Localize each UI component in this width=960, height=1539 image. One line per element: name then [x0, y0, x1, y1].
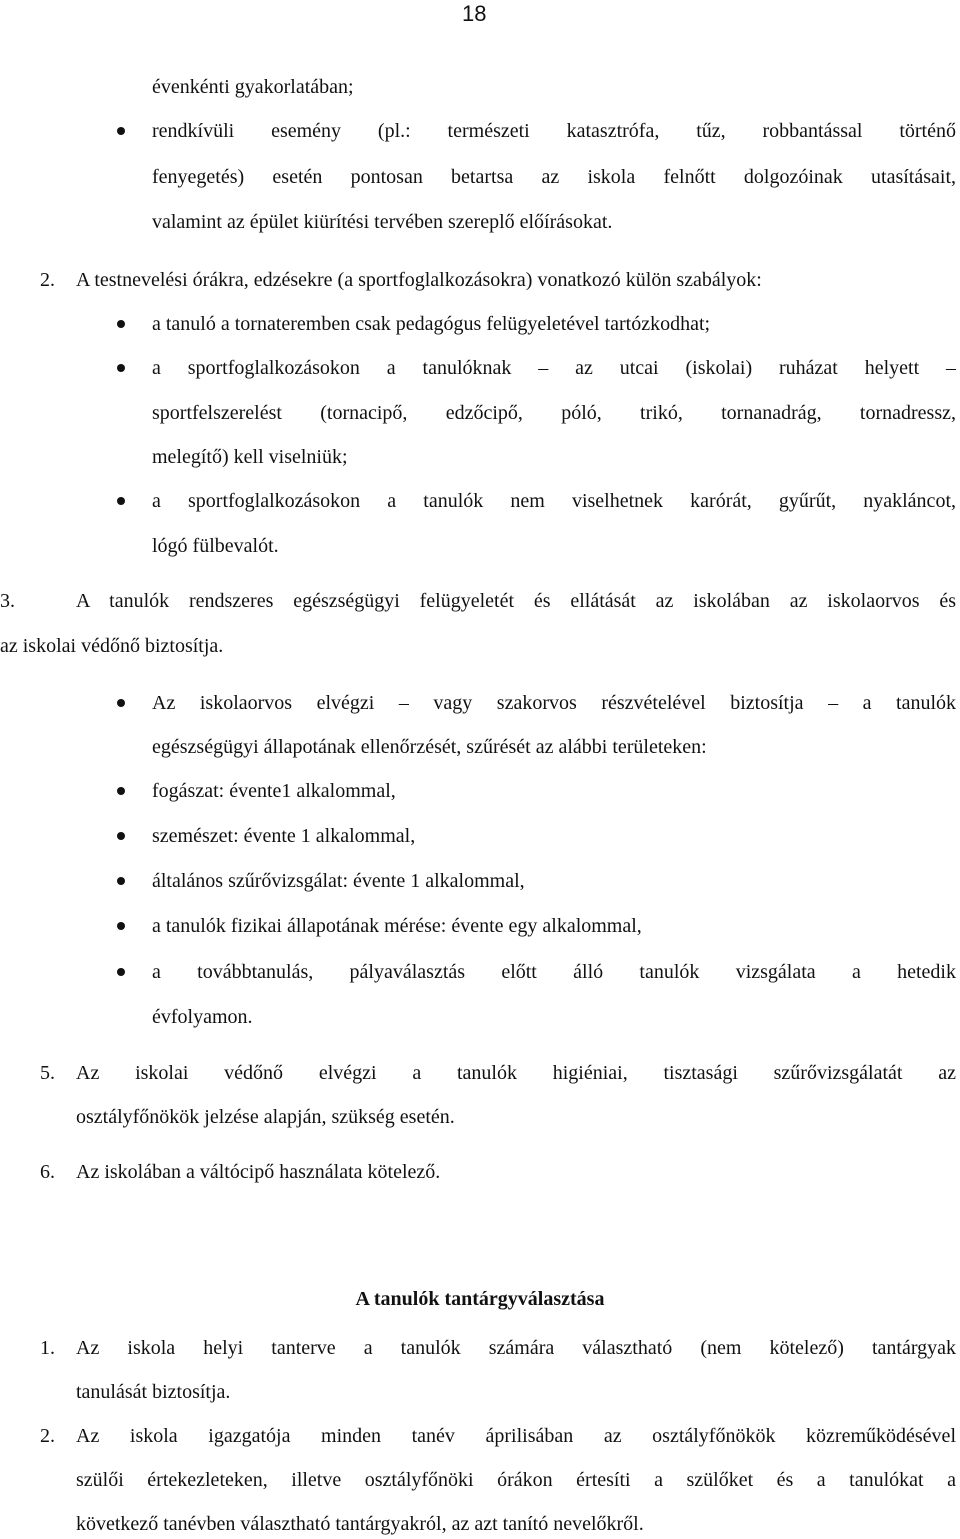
page-number: 18: [462, 1, 487, 26]
text-line: valamint az épület kiürítési tervében szereplő előírásokat.: [152, 211, 613, 233]
text-line: A testnevelési órákra, edzésekre (a sportfoglalkozásokra) vonatkozó külön szabályok:: [76, 269, 762, 291]
text-line: szemészet: évente 1 alkalommal,: [152, 825, 416, 847]
text-line: Az iskolaorvos elvégzi – vagy szakorvos részvételével biztosítja – a tanulók: [152, 692, 956, 714]
text-line: Az iskolai védőnő elvégzi a tanulók higiéniai, tisztasági szűrővizsgálatát az: [76, 1062, 956, 1084]
text-line: a továbbtanulás, pályaválasztás előtt álló tanulók vizsgálata a hetedik: [152, 961, 956, 983]
bullet-icon: [117, 320, 125, 328]
text-line: osztályfőnökök jelzése alapján, szükség esetén.: [76, 1106, 455, 1128]
bullet-icon: [117, 127, 125, 135]
bullet-icon: [117, 497, 125, 505]
text-line: A tanulók rendszeres egészségügyi felügyeletét és ellátását az iskolában az iskolaorvos és: [76, 590, 956, 612]
text-line: melegítő) kell viselniük;: [152, 446, 348, 468]
text-line: lógó fülbevalót.: [152, 535, 279, 557]
bullet-icon: [117, 877, 125, 885]
text-line: általános szűrővizsgálat: évente 1 alkalommal,: [152, 870, 525, 892]
text-line: egészségügyi állapotának ellenőrzését, szűrését az alábbi területeken:: [152, 736, 707, 758]
text-line: rendkívüli esemény (pl.: természeti katasztrófa, tűz, robbantással történő: [152, 120, 956, 142]
list-number: 5.: [40, 1062, 55, 1084]
text-line: tanulását biztosítja.: [76, 1381, 231, 1403]
text-line: következő tanévben választható tantárgyakról, az azt tanító nevelőkről.: [76, 1513, 644, 1535]
text-line: az iskolai védőnő biztosítja.: [0, 635, 224, 657]
text-line: Az iskola helyi tanterve a tanulók számára választható (nem kötelező) tantárgyak: [76, 1337, 956, 1359]
bullet-icon: [117, 832, 125, 840]
section-heading: A tanulók tantárgyválasztása: [355, 1288, 605, 1310]
text-line: sportfelszerelést (tornacipő, edzőcipő, póló, trikó, tornanadrág, tornadressz,: [152, 402, 956, 424]
text-line: évenkénti gyakorlatában;: [152, 76, 354, 98]
list-number: 2.: [40, 269, 55, 291]
bullet-icon: [117, 922, 125, 930]
text-line: fenyegetés) esetén pontosan betartsa az iskola felnőtt dolgozóinak utasításait,: [152, 166, 956, 188]
bullet-icon: [117, 787, 125, 795]
text-line: a tanulók fizikai állapotának mérése: évente egy alkalommal,: [152, 915, 642, 937]
text-line: a sportfoglalkozásokon a tanulók nem viselhetnek karórát, gyűrűt, nyakláncot,: [152, 490, 956, 512]
text-line: fogászat: évente1 alkalommal,: [152, 780, 396, 802]
text-line: Az iskola igazgatója minden tanév áprilisában az osztályfőnökök közreműködésével: [76, 1425, 956, 1447]
text-line: Az iskolában a váltócipő használata kötelező.: [76, 1161, 441, 1183]
text-line: a sportfoglalkozásokon a tanulóknak – az utcai (iskolai) ruházat helyett –: [152, 357, 956, 379]
bullet-icon: [117, 968, 125, 976]
bullet-icon: [117, 364, 125, 372]
bullet-icon: [117, 699, 125, 707]
list-number: 1.: [40, 1337, 55, 1359]
text-line: évfolyamon.: [152, 1006, 253, 1028]
text-line: a tanuló a tornateremben csak pedagógus felügyeletével tartózkodhat;: [152, 313, 711, 335]
list-number: 2.: [40, 1425, 55, 1447]
list-number: 6.: [40, 1161, 55, 1183]
list-number: 3.: [0, 590, 15, 612]
text-line: szülői értekezleteken, illetve osztályfőnöki órákon értesíti a szülőket és a tanulókat a: [76, 1469, 956, 1491]
